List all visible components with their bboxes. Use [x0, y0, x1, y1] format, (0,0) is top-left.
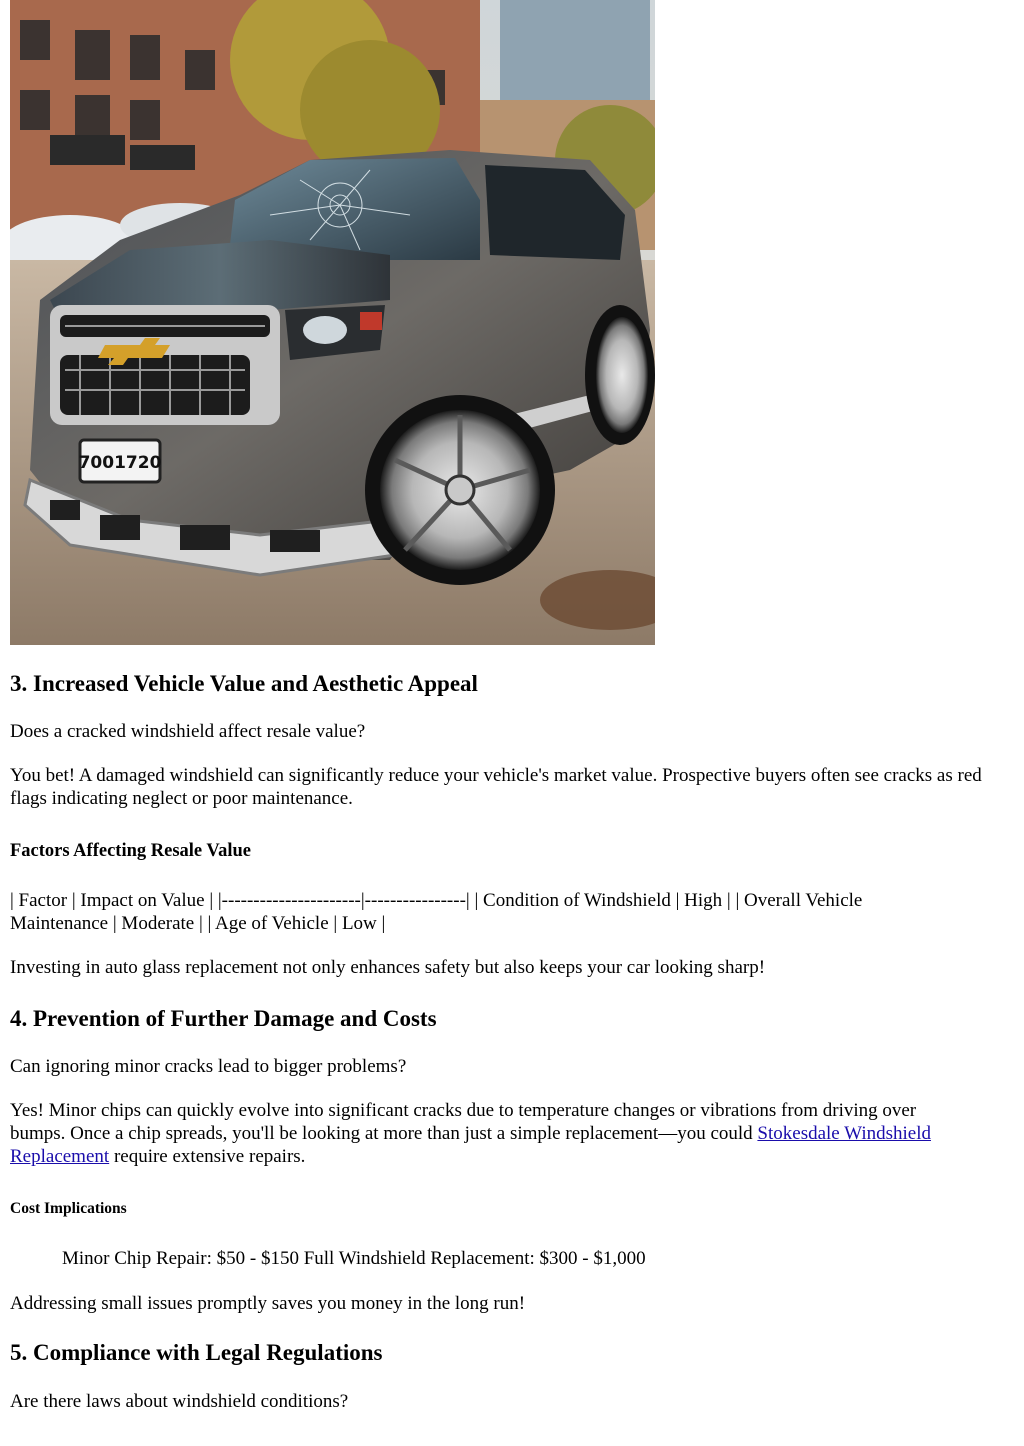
- cost-list: Minor Chip Repair: $50 - $150 Full Windshield Replacement: $300 - $1,000: [62, 1248, 646, 1269]
- section-3-answer: You bet! A damaged windshield can significantly reduce your vehicle's market value. Prospective buyers often see cracks as red flags indicating neglect or poor maintenance.: [10, 765, 982, 809]
- stokesdale-windshield-link[interactable]: Stokesdale Windshield: [757, 1123, 931, 1144]
- section-3-heading: 3. Increased Vehicle Value and Aesthetic Appeal: [10, 671, 478, 696]
- suv-illustration: [10, 0, 655, 645]
- section-4-subheading: Cost Implications: [10, 1200, 127, 1217]
- answer-line-3: require extensive repairs.: [109, 1146, 306, 1167]
- hero-image: [10, 0, 655, 645]
- section-3-subheading: Factors Affecting Resale Value: [10, 841, 251, 861]
- section-5-question: Are there laws about windshield conditions?: [10, 1391, 349, 1412]
- section-4-answer: [10, 1099, 1014, 1168]
- section-3-closing: Investing in auto glass replacement not only enhances safety but also keeps your car looking sharp!: [10, 957, 766, 978]
- section-3-question: Does a cracked windshield affect resale value?: [10, 721, 366, 742]
- answer-line-2: bumps. Once a chip spreads, you'll be looking at more than just a simple replacement—you could: [10, 1123, 758, 1144]
- section-4-heading: 4. Prevention of Further Damage and Costs: [10, 1006, 437, 1031]
- section-4-question: Can ignoring minor cracks lead to bigger problems?: [10, 1056, 407, 1077]
- table-line-1: | Factor | Impact on Value | |----------------------|----------------| | Condition of Windshield | High | | Overall Vehicle: [10, 890, 863, 911]
- resale-factors-table-text: [10, 889, 1014, 935]
- license-plate-text: 7001720: [78, 453, 162, 473]
- replacement-link[interactable]: Replacement: [10, 1146, 110, 1167]
- section-4-closing: Addressing small issues promptly saves you money in the long run!: [10, 1293, 526, 1314]
- table-line-2: Maintenance | Moderate | | Age of Vehicle | Low |: [10, 913, 386, 934]
- section-5-heading: 5. Compliance with Legal Regulations: [10, 1340, 383, 1365]
- answer-line-1: Yes! Minor chips can quickly evolve into significant cracks due to temperature changes or vibrations from driving over: [10, 1100, 917, 1121]
